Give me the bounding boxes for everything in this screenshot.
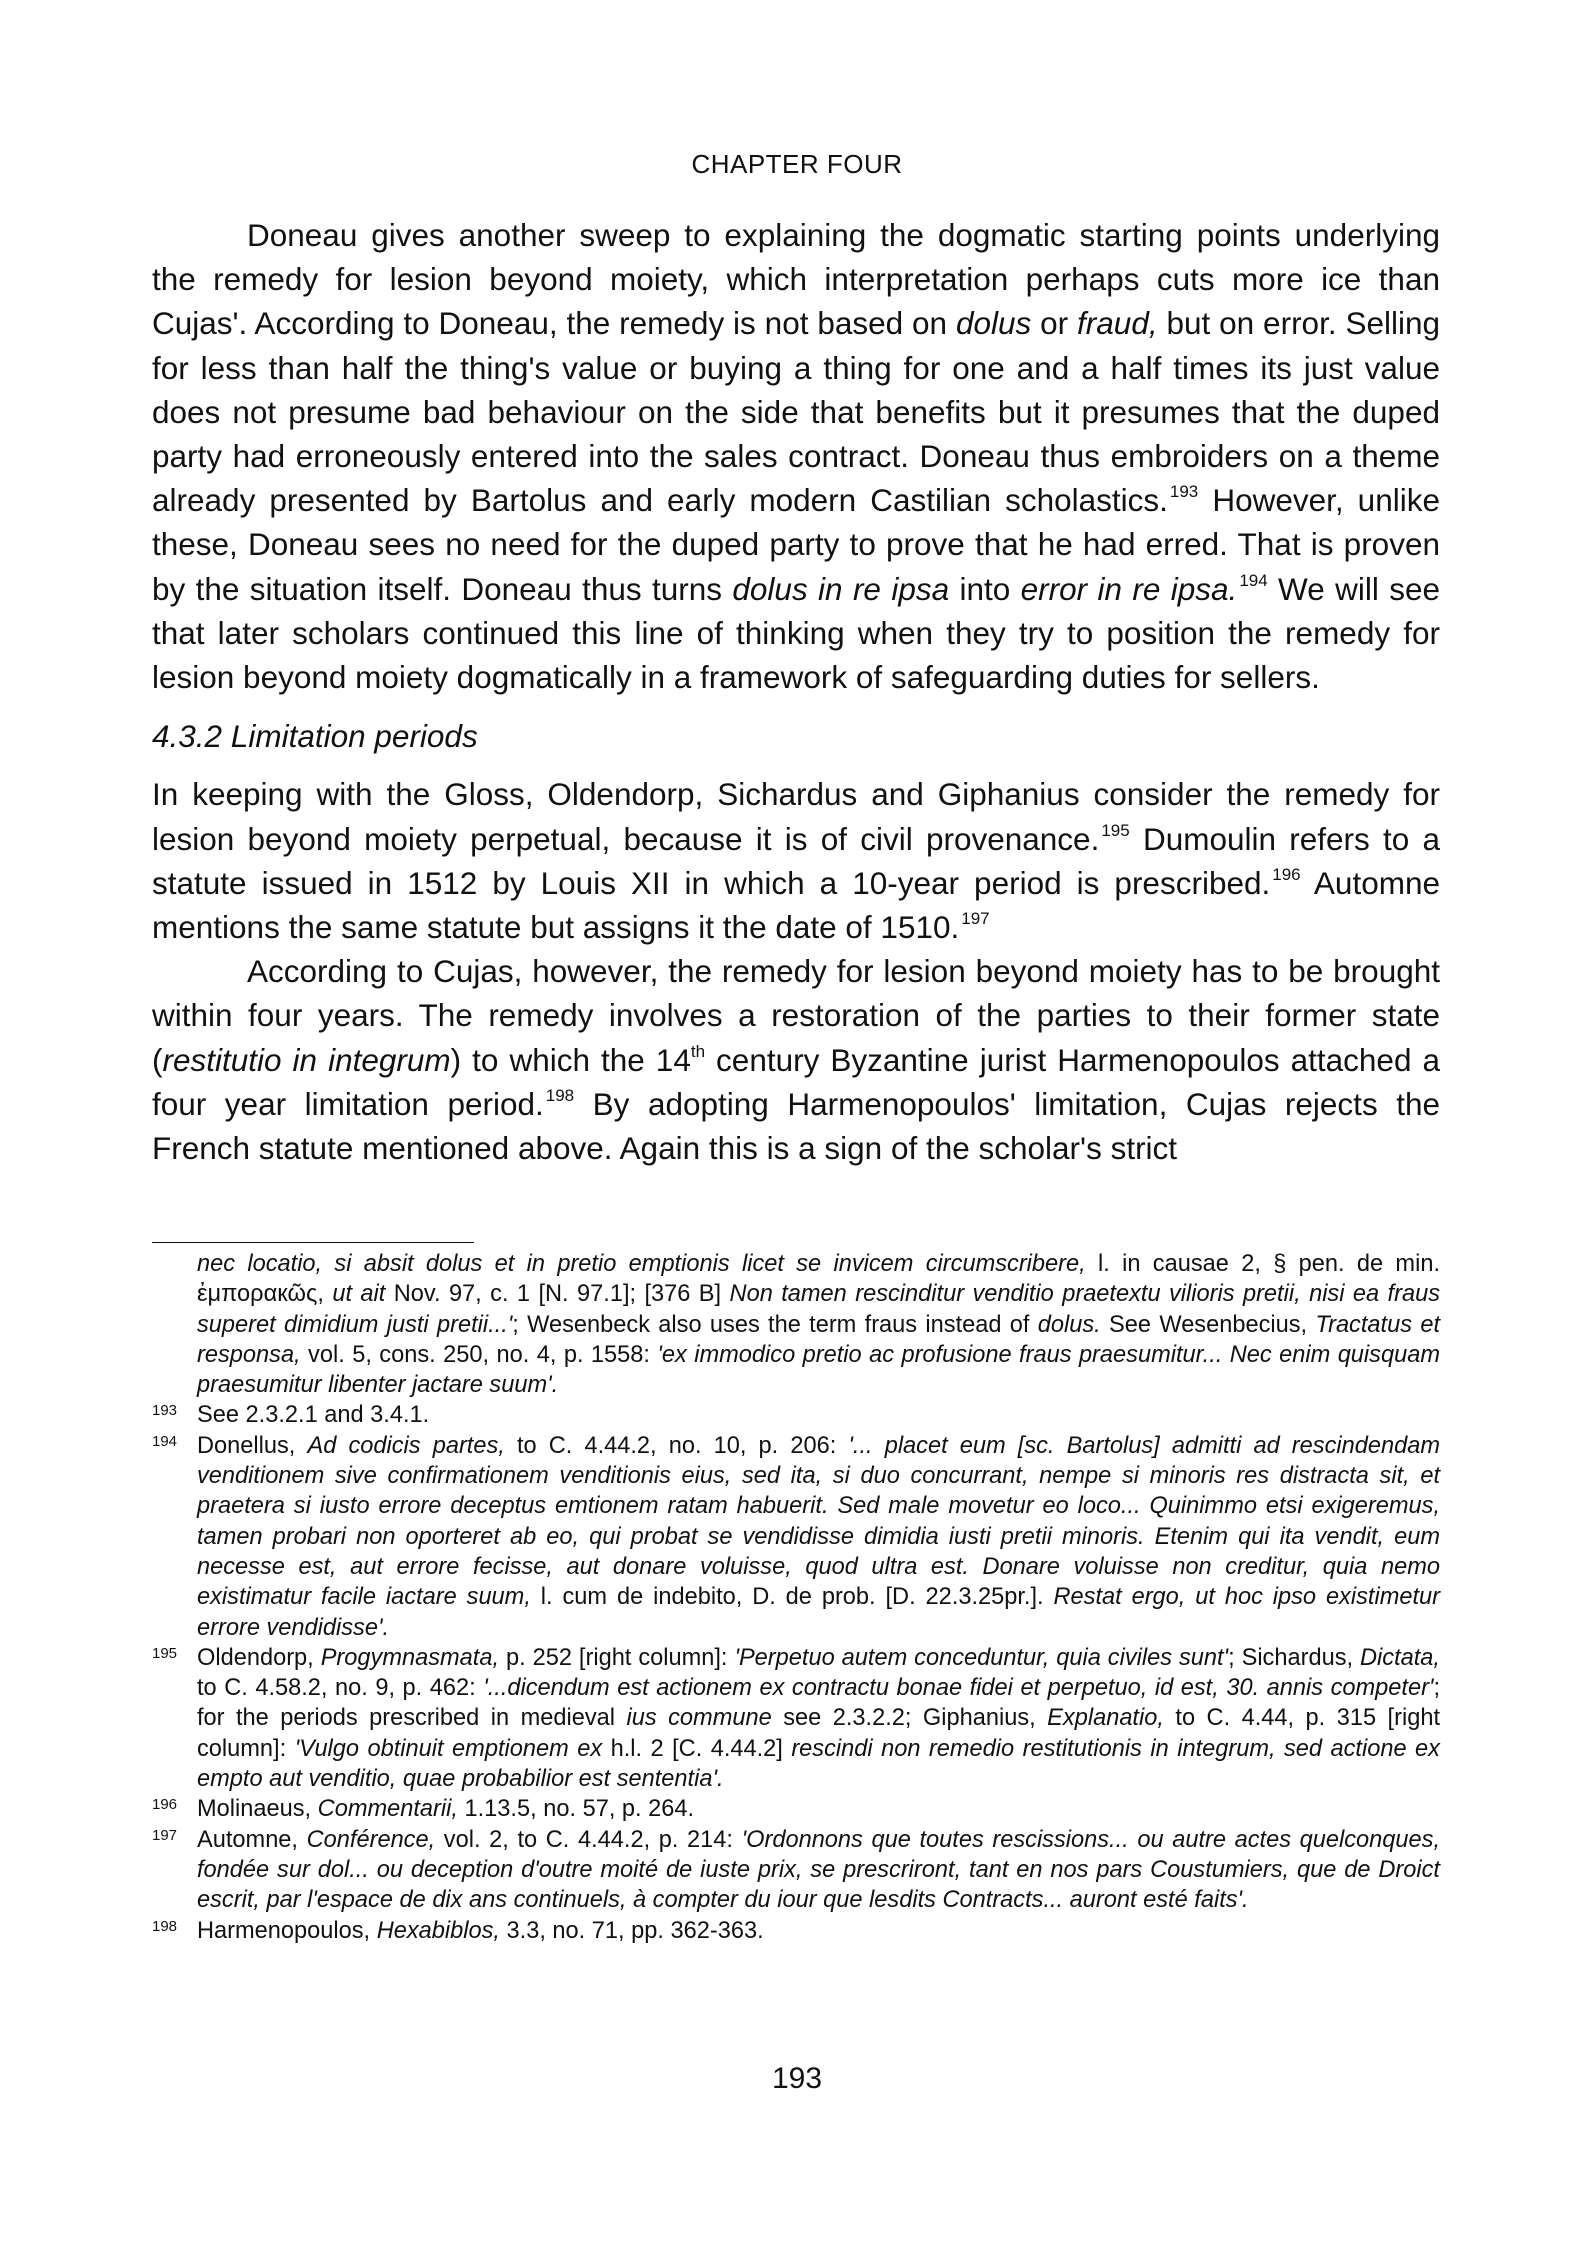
text-run: ; for the periods prescribed in medieval	[197, 1675, 1440, 1732]
italic-title: Ad codicis partes,	[307, 1432, 505, 1459]
footnote-195	[152, 1643, 1440, 1794]
text-run: p. 252 [right column]:	[499, 1644, 735, 1671]
text-run: ; Sichardus,	[1228, 1644, 1360, 1671]
italic-term: restitutio in integrum	[162, 1041, 451, 1078]
paragraph-doneau	[152, 213, 1440, 699]
italic-quote: 'Perpetuo autem conceduntur, quia civiles sunt'	[734, 1644, 1229, 1671]
footnote-ref-198[interactable]: 198	[545, 1085, 575, 1105]
italic-title: Commentarii,	[317, 1796, 458, 1823]
text-run: vol. 5, cons. 250, no. 4, p. 1558:	[300, 1341, 658, 1368]
text-run: According to Cujas, however, the remedy for lesion beyond moiety has to be brought within four years. The remedy involves a restoration of the parties to their former state (	[152, 953, 1440, 1078]
main-text	[152, 213, 1440, 1170]
text-run: 1.13.5, no. 57, p. 264.	[457, 1796, 695, 1823]
italic-quote: Restat ergo, ut hoc ipso existimetur errore vendidisse'.	[197, 1584, 1441, 1641]
text-run: Oldendorp,	[197, 1644, 321, 1671]
text-run: see 2.3.2.2; Giphanius,	[771, 1705, 1048, 1732]
italic-title: Dictata,	[1360, 1644, 1440, 1671]
italic-quote: nec locatio, si absit dolus et in pretio emptionis licet se invicem circumscribere,	[197, 1251, 1086, 1277]
footnote-continued	[152, 1249, 1440, 1400]
text-run: century Byzantine jurist Harmenopoulos attached a four year limitation period.	[152, 1041, 1440, 1122]
text-run: l. in causae 2, § pen. de min. ἐμποραкῶς,	[197, 1251, 1441, 1308]
footnote-separator	[152, 1242, 474, 1243]
text-run: ; Wesenbeck also uses the term fraus instead of	[512, 1311, 1038, 1338]
italic-quote: 'ex immodico pretio ac profusione fraus praesumitur... Nec enim quisquam praesumitur libenter jactare suum'.	[197, 1341, 1440, 1399]
italic-title: Hexabiblos,	[376, 1917, 500, 1944]
text-run: We will see that later scholars continued this line of thinking when they try to position the remedy for lesion beyond moiety dogmatically in a framework of safeguarding duties for sellers.	[152, 570, 1441, 696]
footnote-number: 195	[152, 1644, 178, 1662]
text-run: 3.3, no. 71, pp. 362-363.	[499, 1917, 764, 1944]
italic-term: dolus in re ipsa	[732, 570, 950, 607]
italic-quote: 'Vulgo obtinuit emptionem ex	[294, 1735, 603, 1762]
text-run: vol. 2, to C. 4.44.2, p. 214:	[435, 1826, 742, 1853]
footnote-193	[152, 1400, 1440, 1430]
text-run: Automne,	[197, 1826, 307, 1853]
text-run: or	[1031, 305, 1078, 342]
text-run: into	[949, 570, 1021, 607]
ordinal-suffix: th	[690, 1041, 706, 1061]
italic-quote: '... placet eum [sc. Bartolus] admitti ad rescindendam venditionem sive confirmationem venditionis eius, sed ita, si duo concurrant, nempe si minoris res distracta sit, et praetera si iusto errore deceptus emtionem ratam habuerit. Sed male movetur eo loco... Quinimmo etsi exigeremus, tamen probari non oporteret ab eo, qui probat se vendidisse dimidia iusti pretii minoris. Etenim qui ita vendit, eum necesse est, aut errore fecisse, aut donare voluisse, quod ultra est. Donare voluisse non creditur, quia nemo existimatur facile iactare suum,	[197, 1432, 1441, 1611]
italic-quote: rescindi non remedio restitutionis in integrum, sed actione ex empto aut venditio, quae probabilior est sententia'.	[197, 1735, 1440, 1793]
italic-term: fraud,	[1077, 305, 1158, 342]
italic-quote: 'Ordonnons que toutes rescissions... ou autre actes quelconques, fondée sur dol... ou deception d'outre moité de iuste prix, se prescriront, tant en nos pars Coustumiers, que de Droict escrit, par l'espace de dix ans continuels, à compter du iour que lesdits Contracts... auront esté faits'.	[197, 1826, 1441, 1914]
italic-quote: Non tamen rescinditur venditio praetextu vilioris pretii, nisi ea fraus superet dimidium justi pretii...'	[197, 1281, 1440, 1338]
footnote-197	[152, 1825, 1440, 1916]
text-run: Donellus,	[197, 1432, 308, 1459]
text-run: By adopting Harmenopoulos' limitation, Cujas rejects the French statute mentioned above. Again this is a sign of the scholar's strict	[152, 1085, 1441, 1167]
footnote-number: 194	[152, 1432, 178, 1450]
italic-term: ius commune	[626, 1705, 772, 1732]
text-run: to C. 4.44.2, no. 10, p. 206:	[504, 1432, 849, 1459]
footnote-number: 198	[152, 1917, 178, 1935]
footnotes	[152, 1249, 1440, 1946]
footnote-number: 193	[152, 1402, 178, 1420]
paragraph-cujas	[152, 949, 1440, 1170]
footnote-196	[152, 1794, 1440, 1824]
text-run: to C. 4.58.2, no. 9, p. 462:	[197, 1675, 484, 1702]
footnote-ref-196[interactable]: 196	[1272, 864, 1301, 884]
text-run: h.l. 2 [C. 4.44.2]	[602, 1735, 792, 1762]
text-run: See Wesenbecius,	[1100, 1311, 1316, 1338]
text-run: Dumoulin refers to a statute issued in 1512 by Louis XII in which a 10-year period is prescribed.	[152, 820, 1441, 901]
text-run: ) to which the 14	[450, 1041, 691, 1078]
footnote-194	[152, 1431, 1440, 1643]
text-run: to C. 4.44, p. 315 [right column]:	[197, 1705, 1440, 1762]
footnote-ref-193[interactable]: 193	[1169, 482, 1199, 502]
italic-title: Explanatio,	[1047, 1705, 1164, 1732]
paragraph-limitation	[152, 772, 1440, 949]
text-run: However, unlike these, Doneau sees no need for the duped party to prove that he had erred. That is proven by the situation itself. Doneau thus turns	[152, 482, 1440, 607]
italic-term: error in re ipsa.	[1020, 570, 1238, 607]
page-number: 193	[771, 2062, 823, 2095]
italic-quote: ut ait	[332, 1281, 386, 1308]
footnote-number: 197	[152, 1826, 178, 1844]
text-run: Nov. 97, c. 1 [N. 97.1]; [376 B]	[385, 1281, 730, 1308]
italic-title: Conférence,	[306, 1826, 436, 1853]
italic-title: Tractatus et responsa,	[197, 1311, 1440, 1368]
text-run: but on error. Selling for less than half the thing's value or buying a thing for one and a half times its just value does not presume bad behaviour on the side that benefits but it presumes that the duped party had erroneously entered into the sales contract. Doneau thus embroiders on a theme already presented by Bartolus and early modern Castilian scholastics.	[152, 305, 1441, 519]
italic-quote: dolus.	[1037, 1311, 1101, 1338]
footnote-ref-194[interactable]: 194	[1239, 570, 1268, 590]
footnote-ref-195[interactable]: 195	[1101, 820, 1130, 840]
text-run: In keeping with the Gloss, Oldendorp, Sichardus and Giphanius consider the remedy for lesion beyond moiety perpetual, because it is of civil provenance.	[152, 776, 1440, 857]
section-heading: 4.3.2 Limitation periods	[152, 718, 478, 755]
running-head: CHAPTER FOUR	[691, 149, 903, 179]
footnote-198	[152, 1916, 1440, 1946]
text-run: Harmenopoulos,	[197, 1917, 377, 1944]
footnote-ref-197[interactable]: 197	[961, 909, 990, 929]
text-run: Doneau gives another sweep to explaining the dogmatic starting points underlying the remedy for lesion beyond moiety, which interpretation perhaps cuts more ice than Cujas'. According to Doneau, the remedy is not based on	[152, 217, 1440, 342]
italic-title: Progymnasmata,	[320, 1644, 500, 1671]
text-run: l. cum de indebito, D. de prob. [D. 22.3.25pr.].	[530, 1584, 1054, 1611]
text-run: See 2.3.2.1 and 3.4.1.	[197, 1402, 430, 1429]
text-run: Molinaeus,	[197, 1796, 318, 1823]
italic-quote: '...dicendum est actionem ex contractu bonae fidei et perpetuo, id est, 30. annis competer'	[483, 1675, 1434, 1702]
text-run: Automne mentions the same statute but assigns it the date of 1510.	[152, 864, 1440, 946]
footnote-number: 196	[152, 1796, 178, 1814]
italic-term: dolus	[955, 305, 1032, 342]
